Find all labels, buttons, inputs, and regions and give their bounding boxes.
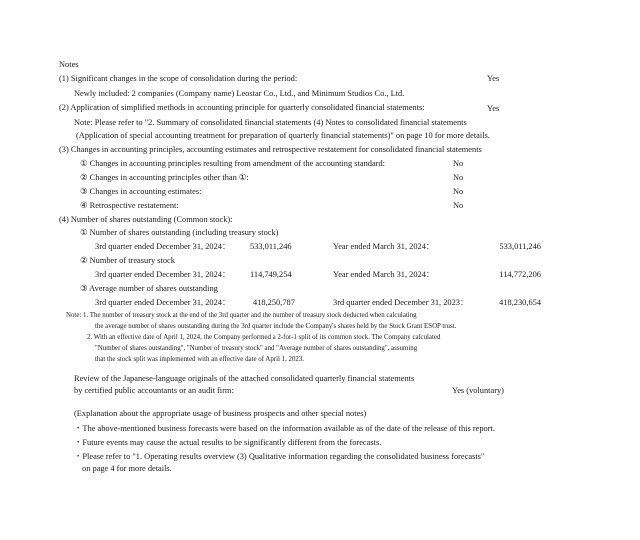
footnote-line-1: Note: 1. The number of treasury stock at the end of the 3rd quarter and the number of treasury stock deducted when calculating	[66, 312, 417, 319]
note-3-item-2-label: ② Changes in accounting principles other than ①:	[80, 173, 249, 182]
review-line-1: Review of the Japanese-language originals of the attached consolidated quarterly financial statements	[74, 374, 415, 383]
treasury-stock-left-value: 114,749,254	[250, 270, 292, 279]
note-3-item-3-value: No	[453, 187, 464, 196]
note-4-label: (4) Number of shares outstanding (Common stock):	[59, 215, 233, 224]
footnote-line-2: the average number of shares outstanding during the 3rd quarter include the Company's shares held by the Stock Grant ESOP trust.	[95, 323, 457, 330]
shares-outstanding-right-value: 533,011,246	[499, 242, 541, 251]
note-2-note-line-2: (Application of special accounting treatment for preparation of quarterly financial statements)" on page 10 for more details.	[76, 131, 490, 140]
review-line-2: by certified public accountants or an audit firm:	[74, 386, 234, 395]
note-3-item-1-value: No	[453, 159, 464, 168]
note-2-label: (2) Application of simplified methods in accounting principle for quarterly consolidated financial statements:	[59, 103, 425, 112]
note-3-item-1-label: ① Changes in accounting principles resulting from amendment of the accounting standard:	[80, 159, 385, 168]
footnote-line-4: "Number of shares outstanding", "Number of treasury stock" and "Average number of shares outstanding", assuming	[95, 345, 418, 352]
treasury-stock-right-period: Year ended March 31, 2024：	[333, 270, 435, 279]
note-3-item-3-label: ③ Changes in accounting estimates:	[80, 187, 202, 196]
footnote-line-5: that the stock split was implemented with an effective date of April 1, 2023.	[95, 356, 305, 363]
explanation-bullet-1: ・The above-mentioned business forecasts were based on the information available as of the date of the release of this report.	[74, 424, 495, 433]
shares-outstanding-left-value: 533,011,246	[250, 242, 292, 251]
shares-outstanding-left-period: 3rd quarter ended December 31, 2024：	[95, 242, 231, 251]
note-2-note-line-1: Note: Please refer to "2. Summary of consolidated financial statements (4) Notes to consolidated financial statements	[74, 118, 467, 127]
explanation-bullet-3: ・Please refer to "1. Operating results overview (3) Qualitative information regarding the consolidated business forecasts"	[74, 452, 485, 461]
average-shares-left-value: 418,250,787	[253, 298, 295, 307]
explanation-bullet-3-cont: on page 4 for more details.	[82, 464, 172, 473]
treasury-stock-right-value: 114,772,206	[499, 270, 541, 279]
note-1-value: Yes	[487, 74, 500, 83]
treasury-stock-title: ② Number of treasury stock	[80, 256, 175, 265]
notes-title: Notes	[59, 60, 79, 69]
shares-outstanding-title: ① Number of shares outstanding (including treasury stock)	[80, 228, 279, 237]
note-1-detail: Newly included: 2 companies (Company name) Leostar Co., Ltd., and Minimum Studios Co., Ltd.	[74, 89, 405, 98]
note-3-item-4-label: ④ Retrospective restatement:	[80, 201, 179, 210]
review-value: Yes (voluntary)	[452, 386, 504, 395]
note-1-label: (1) Significant changes in the scope of consolidation during the period:	[59, 74, 298, 83]
note-3-item-2-value: No	[453, 173, 464, 182]
treasury-stock-left-period: 3rd quarter ended December 31, 2024：	[95, 270, 231, 279]
explanation-title: (Explanation about the appropriate usage of business prospects and other special notes)	[74, 409, 367, 418]
average-shares-title: ③ Average number of shares outstanding	[80, 284, 218, 293]
shares-outstanding-right-period: Year ended March 31, 2024：	[333, 242, 435, 251]
average-shares-right-value: 418,230,654	[499, 298, 541, 307]
note-2-value: Yes	[487, 104, 500, 113]
average-shares-left-period: 3rd quarter ended December 31, 2024：	[95, 298, 231, 307]
note-3-item-4-value: No	[453, 201, 464, 210]
note-3-label: (3) Changes in accounting principles, accounting estimates and retrospective restatement for consolidated financial statements	[59, 145, 482, 154]
explanation-bullet-2: ・Future events may cause the actual results to be significantly different from the forecasts.	[74, 438, 382, 447]
average-shares-right-period: 3rd quarter ended December 31, 2023：	[333, 298, 469, 307]
footnote-line-3: 2. With an effective date of April 1, 2024, the Company performed a 2-for-1 split of its common stock. The Company calculated	[87, 334, 441, 341]
